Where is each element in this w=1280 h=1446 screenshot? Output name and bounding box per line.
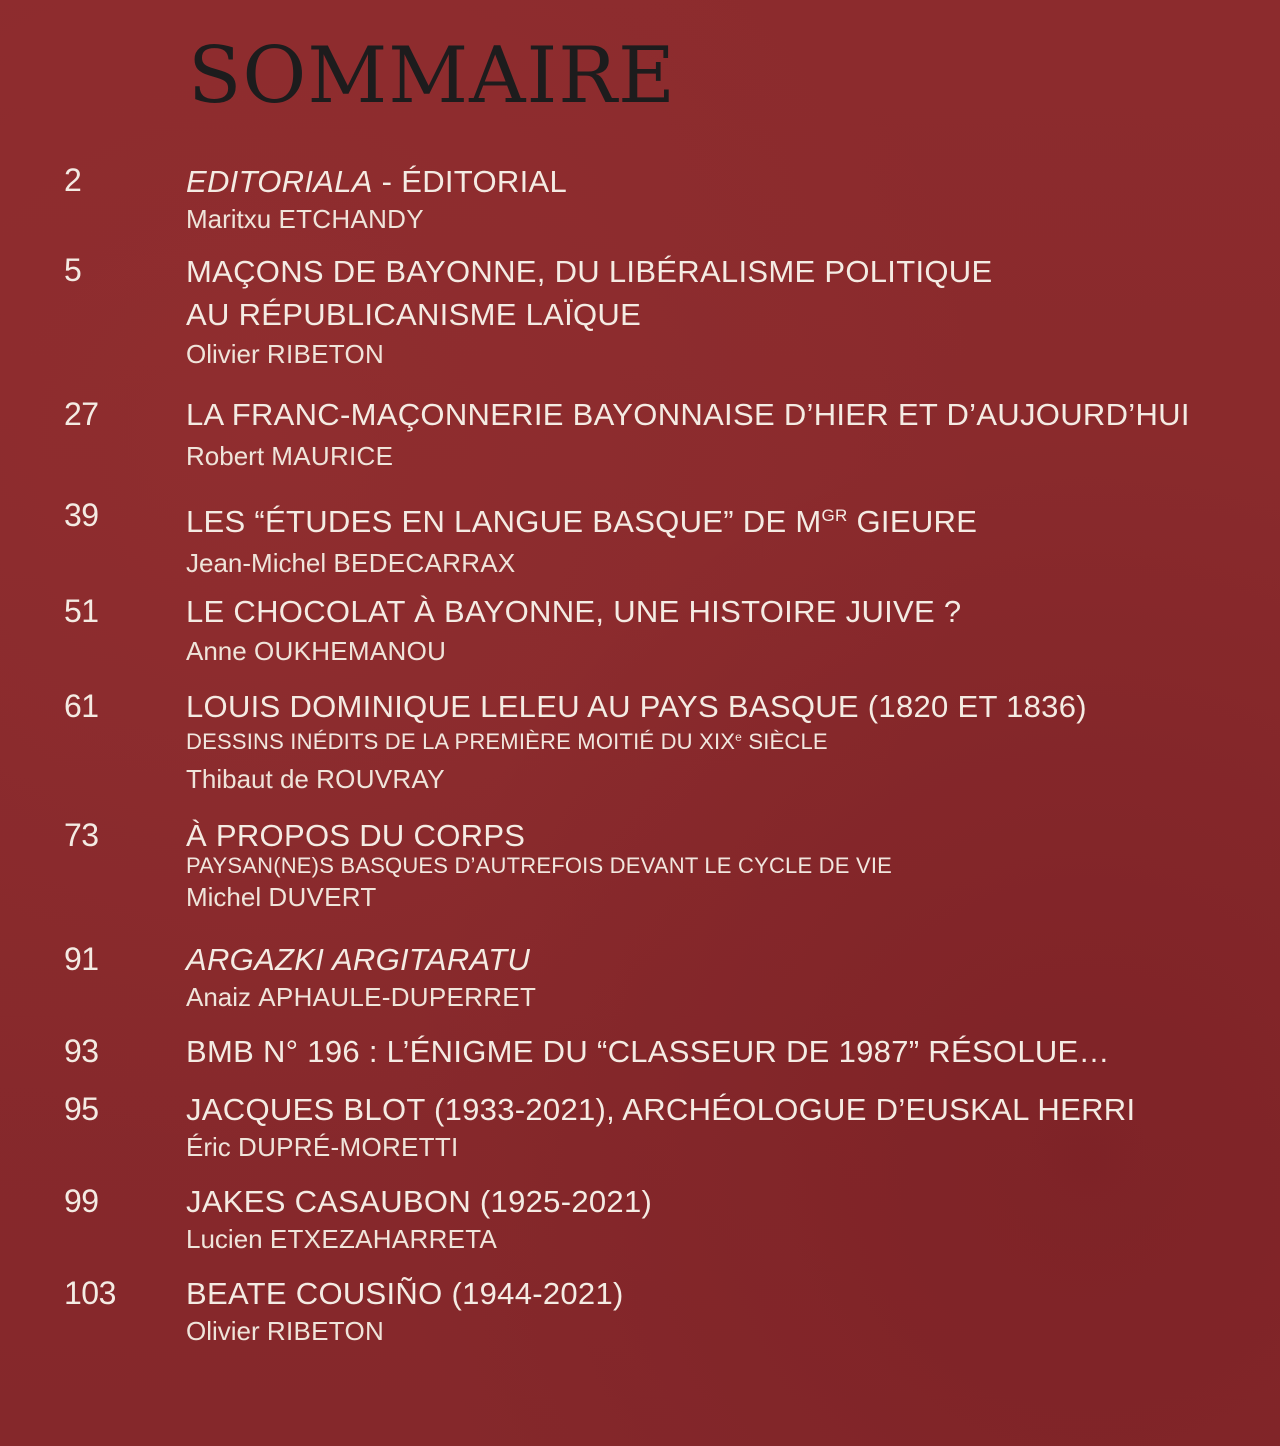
page-number: 99 (64, 1183, 99, 1219)
entry-subtitle-part: DESSINS INÉDITS DE LA PREMIÈRE MOITIÉ DU XIX (186, 729, 736, 754)
entry-title: BEATE COUSIÑO (1944-2021) (186, 1276, 624, 1311)
entry-author (186, 334, 1256, 374)
author-last-name: ETXEZAHARRETA (269, 1224, 498, 1254)
page-number: 95 (64, 1091, 99, 1127)
entry-subtitle-part: SIÈCLE (742, 729, 828, 754)
author-first-name: Anne (186, 636, 247, 666)
entry-author (186, 1219, 1256, 1259)
entry-title: JAKES CASAUBON (1925-2021) (186, 1184, 653, 1219)
entry-author (186, 199, 1256, 239)
entry-author (186, 543, 1256, 583)
entry-body (186, 1180, 1256, 1259)
author-last-name: BEDECARRAX (333, 548, 516, 578)
author-first-name: Olivier (186, 1316, 260, 1346)
entry-body (186, 494, 1256, 583)
entry-title: LOUIS DOMINIQUE LELEU AU PAYS BASQUE (1820 ET 1836) (186, 689, 1087, 724)
page-number: 51 (64, 593, 99, 629)
author-last-name: RIBETON (266, 1316, 385, 1346)
page-number: 39 (64, 497, 99, 533)
entry-title-rest: - ÉDITORIAL (372, 164, 567, 199)
entry-body (186, 1088, 1256, 1167)
entry-body (186, 685, 1256, 799)
entry-body (186, 250, 1256, 374)
entry-author (186, 977, 1256, 1017)
entry-title-line-2: AU RÉPUBLICANISME LAÏQUE (186, 297, 642, 332)
entry-title-superscript: GR (821, 506, 848, 525)
page-number: 73 (64, 817, 99, 853)
entry-body (186, 160, 1256, 239)
entry-author (186, 631, 1256, 671)
entry-subtitle (186, 722, 1256, 757)
author-last-name: APHAULE-DUPERRET (258, 982, 537, 1012)
entry-author (186, 1127, 1256, 1167)
author-last-name: ETCHANDY (278, 204, 424, 234)
entry-title: LA FRANC-MAÇONNERIE BAYONNAISE D’HIER ET D’AUJOURD’HUI (186, 397, 1190, 432)
entry-title: LE CHOCOLAT À BAYONNE, UNE HISTOIRE JUIVE ? (186, 594, 962, 629)
author-last-name: MAURICE (271, 441, 394, 471)
page-number: 61 (64, 688, 99, 724)
entry-title-line-1: MAÇONS DE BAYONNE, DU LIBÉRALISME POLITIQUE (186, 254, 993, 289)
author-last-name: ROUVRAY (316, 764, 445, 794)
entry-body (186, 1030, 1256, 1073)
entry-author (186, 1311, 1256, 1351)
author-last-name: DUPRÉ-MORETTI (238, 1132, 459, 1162)
entry-author (186, 877, 1256, 917)
page-number: 93 (64, 1033, 99, 1069)
page-title: SOMMAIRE (188, 31, 676, 121)
author-first-name: Olivier (186, 339, 260, 369)
entry-body (186, 393, 1256, 476)
author-first-name: Éric (186, 1132, 231, 1162)
author-last-name: DUVERT (268, 882, 377, 912)
page-number: 27 (64, 396, 99, 432)
entry-title-part: LES “ÉTUDES EN LANGUE BASQUE” DE M (186, 504, 822, 539)
author-first-name: Lucien (186, 1224, 263, 1254)
entry-title: BMB N° 196 : L’ÉNIGME DU “CLASSEUR DE 1987” RÉSOLUE… (186, 1034, 1110, 1069)
entry-body (186, 1272, 1256, 1351)
author-first-name: Maritxu (186, 204, 272, 234)
entry-subtitle-superscript: e (735, 730, 743, 744)
entry-author (186, 436, 1256, 476)
page-number: 2 (64, 162, 82, 198)
entry-title-part: GIEURE (847, 504, 978, 539)
author-first-name: Robert (186, 441, 265, 471)
entry-title (186, 160, 1256, 203)
entry-title-italic: EDITORIALA (186, 164, 373, 199)
author-last-name: RIBETON (266, 339, 385, 369)
author-first-name: Michel (186, 882, 262, 912)
entry-title (186, 494, 1256, 543)
entry-title: ARGAZKI ARGITARATU (186, 942, 531, 977)
author-last-name: OUKHEMANOU (253, 636, 447, 666)
page-number: 91 (64, 941, 99, 977)
entry-author (186, 759, 1256, 799)
entry-body (186, 590, 1256, 671)
entry-title: JACQUES BLOT (1933-2021), ARCHÉOLOGUE D’EUSKAL HERRI (186, 1092, 1136, 1127)
entry-title: À PROPOS DU CORPS (186, 818, 526, 853)
page-number: 103 (64, 1275, 116, 1311)
author-first-name: Jean-Michel (186, 548, 327, 578)
author-first-name: Thibaut de (186, 764, 309, 794)
entry-body (186, 814, 1256, 917)
entry-body (186, 938, 1256, 1017)
author-first-name: Anaiz (186, 982, 252, 1012)
page-number: 5 (64, 252, 82, 288)
entry-subtitle: PAYSAN(NE)S BASQUES D’AUTREFOIS DEVANT LE CYCLE DE VIE (186, 853, 893, 878)
